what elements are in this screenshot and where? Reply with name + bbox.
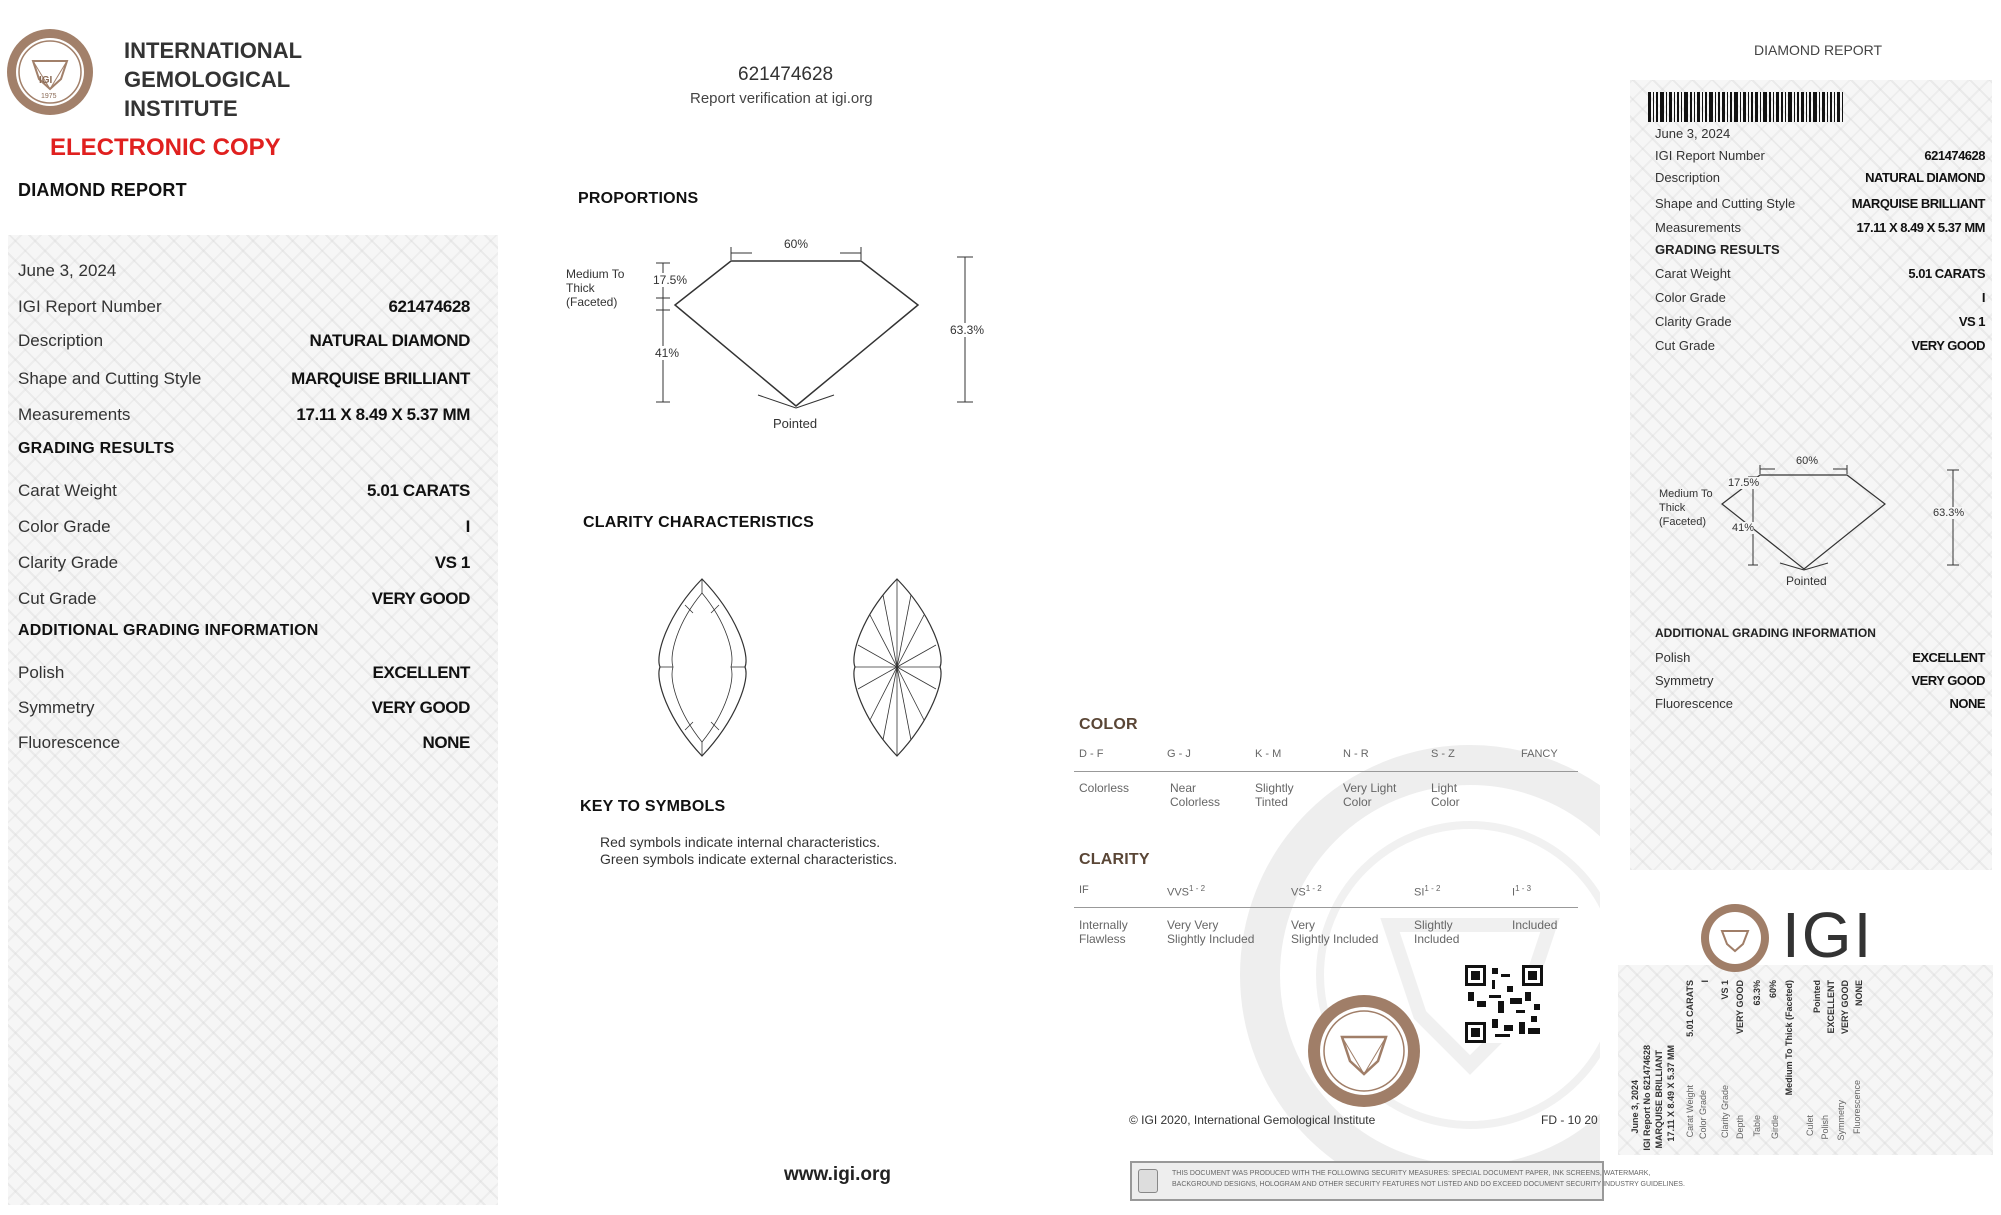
- row-label: Cut Grade: [1655, 338, 1715, 353]
- row-label: Carat Weight: [18, 481, 117, 500]
- depth-percent: 63.3%: [950, 323, 985, 337]
- grade-range: 1 - 3: [1515, 884, 1532, 893]
- row-value: VERY GOOD: [1911, 673, 1985, 688]
- row-value: NATURAL DIAMOND: [309, 331, 470, 350]
- clarity-desc-0: [1079, 918, 1128, 946]
- color-desc-3: [1343, 781, 1396, 809]
- right-grading-title: GRADING RESULTS: [1655, 242, 1780, 257]
- girdle-line-2: Thick: [1659, 502, 1686, 514]
- electronic-copy-label: ELECTRONIC COPY: [50, 134, 281, 161]
- marquise-pavilion-plot: [850, 575, 945, 760]
- right-row-measurements: [1655, 220, 1985, 240]
- stub-value-1: I: [1700, 980, 1710, 983]
- right-row-polish: [1655, 650, 1985, 670]
- right-table-percent: 60%: [1796, 455, 1819, 467]
- desc-line: Included: [1512, 918, 1558, 932]
- row-value: NATURAL DIAMOND: [1865, 170, 1985, 185]
- color-range-1: G - J: [1167, 748, 1191, 760]
- girdle-line-3: (Faceted): [566, 295, 618, 309]
- stub-label-8: Symmetry: [1836, 1100, 1846, 1141]
- row-value: 17.11 X 8.49 X 5.37 MM: [1856, 220, 1985, 235]
- logo-abbrev: IGI: [39, 75, 53, 86]
- row-label: Description: [1655, 170, 1721, 185]
- row-label: IGI Report Number: [1655, 148, 1765, 163]
- color-desc-4: [1431, 781, 1460, 809]
- color-range-2: K - M: [1255, 748, 1282, 760]
- desc-line: Color: [1431, 795, 1460, 809]
- row-value: I: [465, 517, 470, 536]
- row-label: Fluorescence: [1655, 696, 1734, 711]
- row-value: VERY GOOD: [1911, 338, 1985, 353]
- stub-value-6: Medium To Thick (Faceted): [1784, 980, 1794, 1096]
- stub-label-1: Color Grade: [1698, 1090, 1708, 1140]
- girdle-line-1: Medium To: [566, 267, 625, 281]
- clarity-scale-title: CLARITY: [1079, 851, 1150, 868]
- key-line-green: Green symbols indicate external characteristics.: [600, 851, 898, 867]
- row-label: Clarity Grade: [1655, 314, 1732, 329]
- row-value: 621474628: [1924, 148, 1985, 163]
- right-row-shape: [1655, 196, 1985, 216]
- row-value: VERY GOOD: [371, 589, 470, 608]
- igi-wordmark: IGI: [1782, 899, 1874, 971]
- row-label: Carat Weight: [1655, 266, 1731, 281]
- left-row-report-number: [18, 297, 470, 323]
- stub-header-2: MARQUISE BRILLIANT: [1654, 1050, 1664, 1149]
- org-line-3: INSTITUTE: [124, 96, 238, 121]
- row-label: IGI Report Number: [18, 297, 162, 316]
- pavilion-percent: 41%: [655, 346, 680, 360]
- stub-header-3: 17.11 X 8.49 X 5.37 MM: [1666, 1045, 1676, 1142]
- left-row-fluorescence: [18, 733, 470, 759]
- desc-line: Tinted: [1255, 795, 1288, 809]
- color-range-3: N - R: [1343, 748, 1369, 760]
- stub-label-3: Depth: [1735, 1115, 1745, 1140]
- right-pavilion-percent: 41%: [1732, 522, 1755, 534]
- clarity-grade-0: [1079, 884, 1089, 896]
- security-line-2: BACKGROUND DESIGNS, HOLOGRAM AND OTHER SECURITY FEATURES NOT LISTED AND DO EXCEED DOCUMENT SECURITY INDUSTRY GUIDELINES.: [1172, 1181, 1685, 1188]
- logo-year: 1975: [41, 93, 57, 100]
- stub-header-1: IGI Report No 621474628: [1642, 1045, 1652, 1151]
- row-label: Shape and Cutting Style: [1655, 196, 1796, 211]
- color-scale-title: COLOR: [1079, 716, 1138, 733]
- girdle-line-1: Medium To: [1659, 488, 1713, 500]
- desc-line: Slightly: [1414, 918, 1453, 932]
- qr-code[interactable]: [1465, 965, 1543, 1043]
- row-label: Measurements: [18, 405, 131, 424]
- left-row-shape: [18, 369, 470, 395]
- color-desc-2: [1255, 781, 1294, 809]
- stub-value-8: EXCELLENT: [1826, 980, 1836, 1034]
- grade: IF: [1079, 884, 1089, 896]
- security-notice: [1130, 1161, 1685, 1201]
- stub-label-5: Girdle: [1770, 1115, 1780, 1140]
- row-label: Symmetry: [1655, 673, 1714, 688]
- row-label: Color Grade: [1655, 290, 1726, 305]
- diamond-report-right-title: DIAMOND REPORT: [1754, 42, 1883, 58]
- right-row-clarity: [1655, 314, 1985, 334]
- table-percent: 60%: [784, 237, 809, 251]
- row-label: Symmetry: [18, 698, 95, 717]
- desc-line: Color: [1343, 795, 1372, 809]
- left-row-clarity: [18, 553, 470, 579]
- crown-percent: 17.5%: [653, 273, 688, 287]
- stub-value-3: VERY GOOD: [1735, 980, 1745, 1035]
- left-grading-title: GRADING RESULTS: [18, 440, 175, 457]
- org-line-1: INTERNATIONAL: [124, 38, 303, 63]
- desc-line: Flawless: [1079, 932, 1126, 946]
- stub-value-7: Pointed: [1812, 980, 1822, 1013]
- right-row-color: [1655, 290, 1985, 310]
- color-desc-1: [1170, 781, 1220, 809]
- row-label: Polish: [18, 663, 65, 682]
- igi-seal-logo: [5, 27, 95, 117]
- left-additional-title: ADDITIONAL GRADING INFORMATION: [18, 622, 319, 639]
- row-value: 17.11 X 8.49 X 5.37 MM: [296, 405, 470, 424]
- clarity-grade-3: [1414, 884, 1440, 899]
- stub-value-0: 5.01 CARATS: [1685, 980, 1695, 1037]
- row-label: Color Grade: [18, 517, 111, 536]
- culet-label: Pointed: [773, 416, 818, 431]
- row-value: VERY GOOD: [371, 698, 470, 717]
- girdle-line-2: Thick: [566, 281, 595, 295]
- report-verification: Report verification at igi.org: [690, 90, 873, 107]
- grade: SI: [1414, 886, 1425, 899]
- right-crown-percent: 17.5%: [1728, 477, 1760, 489]
- form-code: FD - 10 20: [1541, 1113, 1598, 1127]
- clarity-scale-line: [1074, 907, 1578, 908]
- clarity-desc-1: [1167, 918, 1254, 946]
- clarity-grade-2: [1291, 884, 1322, 899]
- stub-label-2: Clarity Grade: [1720, 1085, 1730, 1139]
- left-row-carat: [18, 481, 470, 507]
- color-range-0: D - F: [1079, 748, 1104, 760]
- igi-seal-small: [1700, 903, 1770, 973]
- row-value: NONE: [1949, 696, 1985, 711]
- grade-range: 1 - 2: [1189, 884, 1206, 893]
- left-row-color: [18, 517, 470, 543]
- row-label: Fluorescence: [18, 733, 121, 752]
- left-row-polish: [18, 663, 470, 689]
- row-value: MARQUISE BRILLIANT: [291, 369, 470, 388]
- clarity-desc-4: [1512, 918, 1557, 932]
- row-value: EXCELLENT: [1912, 650, 1985, 665]
- org-line-2: GEMOLOGICAL: [124, 67, 291, 92]
- row-value: NONE: [422, 733, 470, 752]
- right-row-symmetry: [1655, 673, 1985, 693]
- clarity-desc-2: [1291, 918, 1378, 946]
- grade-range: 1 - 2: [1305, 884, 1322, 893]
- row-label: Cut Grade: [18, 589, 97, 608]
- clarity-grade-4: [1512, 884, 1531, 899]
- igi-seal-stamp: [1306, 993, 1422, 1109]
- proportions-title: PROPORTIONS: [578, 190, 699, 207]
- stub-label-4: Table: [1752, 1115, 1762, 1137]
- stub-value-9: VERY GOOD: [1840, 980, 1850, 1035]
- row-label: Measurements: [1655, 220, 1741, 235]
- desc-line: Slightly Included: [1291, 932, 1379, 946]
- girdle-line-3: (Faceted): [1659, 516, 1707, 528]
- desc-line: Very: [1291, 918, 1316, 932]
- color-range-4: S - Z: [1431, 748, 1455, 760]
- barcode: [1648, 92, 1843, 122]
- desc-line: Very Very: [1167, 918, 1219, 932]
- key-to-symbols-title: KEY TO SYMBOLS: [580, 798, 726, 815]
- stub-label-7: Polish: [1820, 1115, 1830, 1140]
- row-value: MARQUISE BRILLIANT: [1851, 196, 1985, 211]
- clarity-characteristics-title: CLARITY CHARACTERISTICS: [583, 514, 814, 531]
- color-scale-line: [1074, 771, 1578, 772]
- row-label: Clarity Grade: [18, 553, 119, 572]
- row-value: VS 1: [1958, 314, 1985, 329]
- right-girdle-label: [1659, 487, 1713, 529]
- row-label: Description: [18, 331, 104, 350]
- grade: VS: [1291, 886, 1306, 899]
- color-desc-0: [1079, 781, 1129, 795]
- grade: I: [1512, 886, 1516, 899]
- left-date: June 3, 2024: [18, 261, 117, 280]
- right-row-cut: [1655, 338, 1985, 358]
- stub-label-9: Fluorescence: [1852, 1080, 1862, 1135]
- security-line-1: THIS DOCUMENT WAS PRODUCED WITH THE FOLLOWING SECURITY MEASURES: SPECIAL DOCUMENT PAPER, INK SCREENS, WATERMARK,: [1172, 1170, 1651, 1177]
- row-value: VS 1: [434, 553, 470, 572]
- desc-line: Light: [1431, 781, 1458, 795]
- right-row-carat: [1655, 266, 1985, 286]
- right-depth-percent: 63.3%: [1933, 507, 1965, 519]
- copyright: © IGI 2020, International Gemological Institute: [1129, 1113, 1376, 1127]
- color-range-5: FANCY: [1521, 748, 1558, 760]
- row-value: 621474628: [388, 297, 470, 316]
- desc-line: Slightly Included: [1167, 932, 1255, 946]
- clarity-desc-3: [1414, 918, 1459, 946]
- right-row-fluorescence: [1655, 696, 1985, 716]
- row-value: EXCELLENT: [372, 663, 470, 682]
- stub-header-0: June 3, 2024: [1630, 1080, 1640, 1134]
- grade: VVS: [1167, 886, 1190, 899]
- stub-value-4: 63.3%: [1752, 980, 1762, 1006]
- desc-line: Colorless: [1170, 795, 1221, 809]
- marquise-crown-plot: [655, 575, 750, 760]
- clarity-grade-1: [1167, 884, 1205, 899]
- stub-label-0: Carat Weight: [1685, 1085, 1695, 1138]
- stub-value-2: VS 1: [1720, 980, 1730, 1000]
- desc-line: Very Light: [1343, 781, 1397, 795]
- row-value: 5.01 CARATS: [367, 481, 470, 500]
- right-culet-label: Pointed: [1786, 574, 1827, 588]
- desc-line: Included: [1414, 932, 1460, 946]
- right-date: June 3, 2024: [1655, 126, 1731, 141]
- girdle-label: [566, 267, 624, 309]
- lock-icon: [1138, 1169, 1158, 1193]
- row-value: 5.01 CARATS: [1908, 266, 1985, 281]
- stub-value-10: NONE: [1854, 980, 1864, 1007]
- stub-value-5: 60%: [1768, 980, 1778, 999]
- left-row-cut: [18, 589, 470, 615]
- grade-range: 1 - 2: [1424, 884, 1441, 893]
- left-row-measurements: [18, 405, 470, 431]
- org-name: [124, 36, 302, 123]
- website-link[interactable]: www.igi.org: [784, 1164, 891, 1185]
- row-label: Polish: [1655, 650, 1691, 665]
- left-title: DIAMOND REPORT: [18, 180, 187, 200]
- desc-line: Internally: [1079, 918, 1128, 932]
- right-row-report-number: [1655, 148, 1985, 168]
- desc-line: Near: [1170, 781, 1197, 795]
- desc-line: Colorless: [1079, 781, 1130, 795]
- proportions-diagram: [560, 230, 1000, 440]
- row-label: Shape and Cutting Style: [18, 369, 202, 388]
- report-number-top: 621474628: [738, 64, 834, 85]
- right-additional-title: ADDITIONAL GRADING INFORMATION: [1655, 626, 1876, 640]
- stub-label-6: Culet: [1805, 1115, 1815, 1137]
- row-value: I: [1981, 290, 1985, 305]
- left-row-symmetry: [18, 698, 470, 724]
- right-proportions-diagram: [1655, 455, 1965, 595]
- desc-line: Slightly: [1255, 781, 1294, 795]
- key-line-red: Red symbols indicate internal characteristics.: [600, 834, 881, 850]
- right-row-description: [1655, 170, 1985, 190]
- left-row-description: [18, 331, 470, 357]
